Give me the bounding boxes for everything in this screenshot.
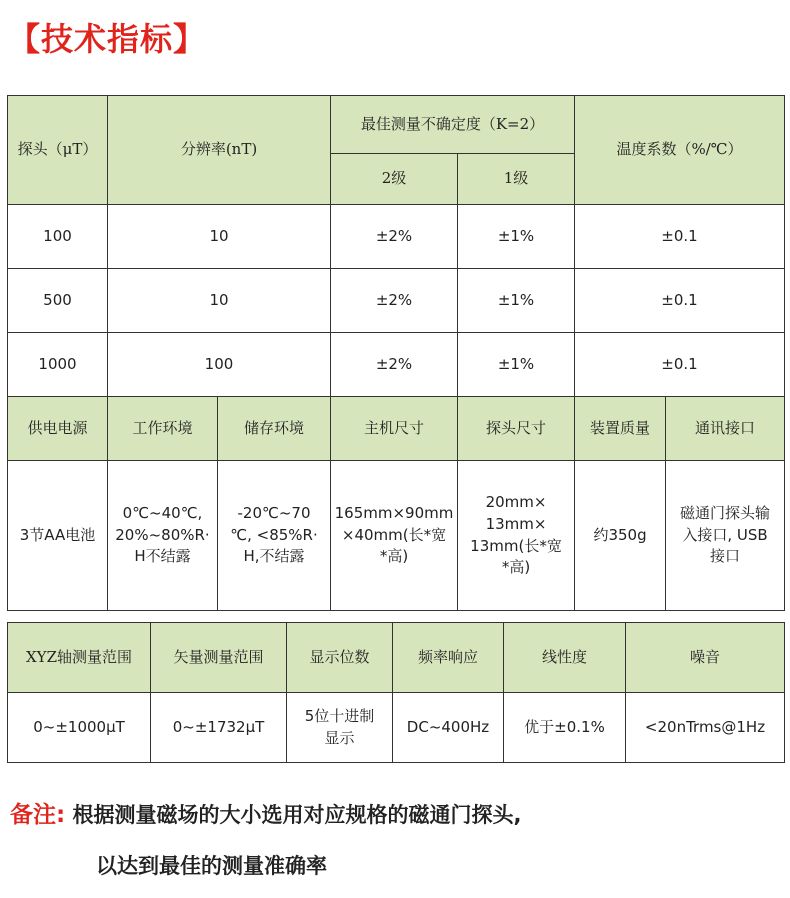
- header-host-size: 主机尺寸: [331, 397, 458, 461]
- header-power: 供电电源: [8, 397, 108, 461]
- cell-display-digits: [287, 693, 393, 763]
- cell-line: 优于±0.1%: [524, 717, 605, 736]
- cell-resolution: 10: [108, 205, 331, 269]
- cell-work-env: [108, 461, 218, 611]
- cell-noise: [626, 693, 785, 763]
- table-row: [8, 461, 785, 611]
- note-text-1: 根据测量磁场的大小选用对应规格的磁通门探头,: [72, 803, 522, 827]
- cell-line: 13mm(长*宽: [470, 536, 562, 555]
- cell-line: -20℃~70: [237, 503, 311, 522]
- header-linearity: 线性度: [504, 623, 626, 693]
- cell-linearity: [504, 693, 626, 763]
- cell-tempcoef: ±0.1: [575, 333, 785, 397]
- cell-line: 5位十进制: [304, 706, 375, 725]
- cell-line: 13mm×: [485, 514, 547, 533]
- header-work-env: 工作环境: [108, 397, 218, 461]
- table-row: [8, 693, 785, 763]
- cell-weight: [575, 461, 666, 611]
- cell-grade2: ±2%: [331, 269, 458, 333]
- cell-line: <20nTrms@1Hz: [644, 717, 766, 736]
- cell-line: 0℃~40℃,: [122, 503, 203, 522]
- header-grade2: 2级: [331, 154, 458, 205]
- note-line-1: [10, 796, 522, 829]
- header-tempcoef: 温度系数（%/℃）: [575, 96, 785, 205]
- note-label: 备注:: [10, 802, 66, 828]
- cell-line: 磁通门探头输: [680, 503, 771, 522]
- cell-grade1: ±1%: [458, 333, 575, 397]
- cell-line: 显示: [324, 728, 355, 747]
- cell-line: H,不结露: [243, 547, 305, 566]
- cell-probe-size: [458, 461, 575, 611]
- cell-line: 3节AA电池: [19, 525, 96, 544]
- cell-line: 165mm×90mm: [334, 503, 454, 522]
- table-row: [8, 269, 785, 333]
- header-display-digits: 显示位数: [287, 623, 393, 693]
- header-vector-range: 矢量测量范围: [151, 623, 287, 693]
- cell-line: ×40mm(长*宽: [341, 525, 447, 544]
- cell-probe: 100: [8, 205, 108, 269]
- header-storage-env: 储存环境: [218, 397, 331, 461]
- cell-resolution: 10: [108, 269, 331, 333]
- cell-line: 20%~80%R·: [115, 525, 210, 544]
- spec-table-main: [7, 95, 785, 611]
- cell-line: DC~400Hz: [406, 717, 490, 736]
- cell-resolution: 100: [108, 333, 331, 397]
- cell-tempcoef: ±0.1: [575, 269, 785, 333]
- cell-interface: [666, 461, 785, 611]
- cell-line: *高): [379, 547, 409, 566]
- cell-line: 0~±1000μT: [33, 717, 125, 736]
- cell-line: *高): [501, 558, 531, 577]
- cell-probe: 1000: [8, 333, 108, 397]
- table-row: [8, 205, 785, 269]
- cell-xyz-range: [8, 693, 151, 763]
- header-xyz-range: XYZ轴测量范围: [8, 623, 151, 693]
- cell-line: H不结露: [134, 547, 191, 566]
- cell-vector-range: [151, 693, 287, 763]
- cell-freq-response: [393, 693, 504, 763]
- cell-power: [8, 461, 108, 611]
- cell-grade2: ±2%: [331, 205, 458, 269]
- header-grade1: 1级: [458, 154, 575, 205]
- header-freq-response: 频率响应: [393, 623, 504, 693]
- cell-host-size: [331, 461, 458, 611]
- cell-line: 0~±1732μT: [172, 717, 265, 736]
- page-title: 【技术指标】: [8, 20, 207, 58]
- cell-line: 入接口, USB: [682, 525, 768, 544]
- header-resolution: 分辨率(nT): [108, 96, 331, 205]
- cell-storage-env: [218, 461, 331, 611]
- table-row: [8, 333, 785, 397]
- cell-line: ℃, <85%R·: [230, 525, 318, 544]
- header-noise: 噪音: [626, 623, 785, 693]
- note-line-2: [96, 850, 327, 880]
- header-weight: 装置质量: [575, 397, 666, 461]
- cell-tempcoef: ±0.1: [575, 205, 785, 269]
- header-uncertainty: 最佳测量不确定度（K=2）: [331, 96, 575, 154]
- cell-grade1: ±1%: [458, 205, 575, 269]
- header-probe-size: 探头尺寸: [458, 397, 575, 461]
- cell-grade1: ±1%: [458, 269, 575, 333]
- cell-probe: 500: [8, 269, 108, 333]
- cell-grade2: ±2%: [331, 333, 458, 397]
- cell-line: 约350g: [593, 525, 647, 544]
- note-text-2: 以达到最佳的测量准确率: [96, 854, 327, 878]
- header-probe: 探头（μT）: [8, 96, 108, 205]
- cell-line: 20mm×: [485, 493, 547, 511]
- header-interface: 通讯接口: [666, 397, 785, 461]
- cell-line: 接口: [710, 547, 741, 566]
- spec-table-measurement: [7, 622, 785, 763]
